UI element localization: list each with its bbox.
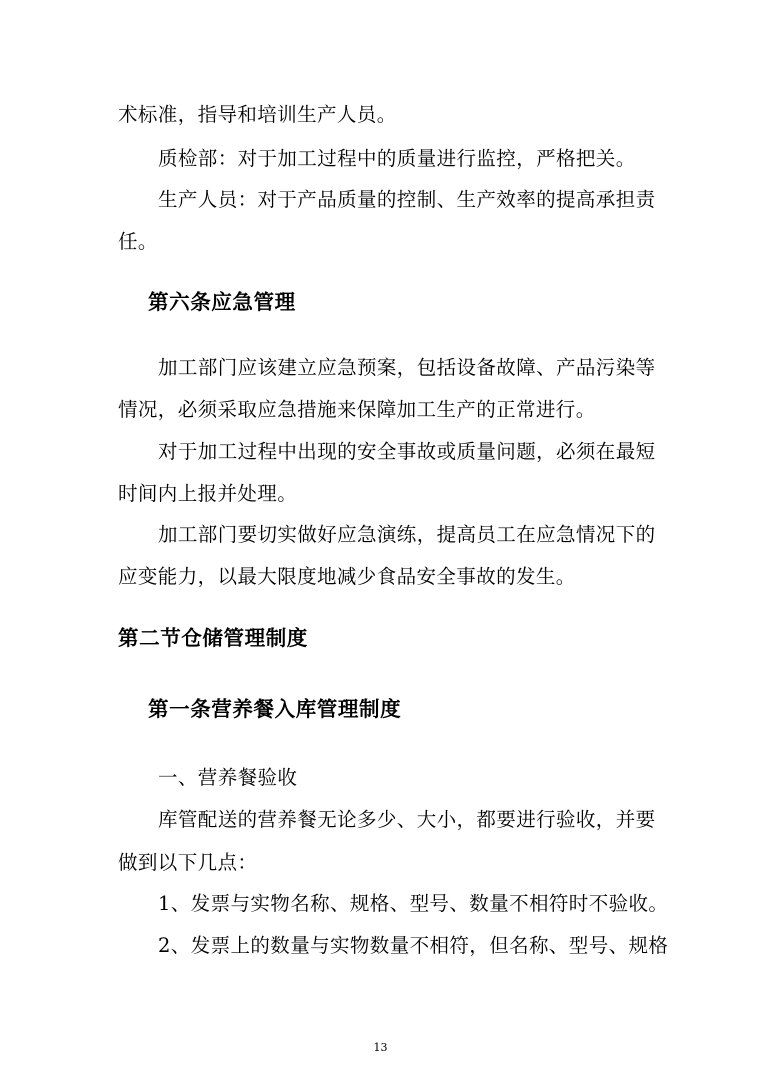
body-line-7: 对于加工过程中出现的安全事故或质量问题，必须在最短 (158, 440, 656, 463)
body-line-14: 1、发票与实物名称、规格、型号、数量不相符时不验收。 (158, 892, 669, 915)
body-line-3: 生产人员：对于产品质量的控制、生产效率的提高承担责 (158, 188, 656, 211)
body-line-15: 2、发票上的数量与实物数量不相符，但名称、型号、规格 (158, 934, 669, 957)
body-line-2: 质检部：对于加工过程中的质量进行监控，严格把关。 (158, 147, 636, 170)
body-line-5: 加工部门应该建立应急预案，包括设备故障、产品污染等 (158, 356, 656, 379)
body-line-9: 加工部门要切实做好应急演练，提高员工在应急情况下的 (158, 523, 656, 546)
section-heading-emergency: 第六条应急管理 (148, 290, 296, 314)
body-line-11: 一、营养餐验收 (158, 766, 298, 789)
body-line-4: 任。 (118, 230, 158, 253)
body-line-1: 术标准，指导和培训生产人员。 (118, 103, 397, 126)
body-line-10: 应变能力，以最大限度地减少食品安全事故的发生。 (118, 565, 576, 588)
body-line-8: 时间内上报并处理。 (118, 482, 298, 505)
body-line-13: 做到以下几点： (118, 851, 258, 874)
body-line-6: 情况，必须采取应急措施来保障加工生产的正常进行。 (118, 398, 596, 421)
section-heading-warehouse: 第二节仓储管理制度 (118, 626, 308, 650)
page-number: 13 (373, 1041, 388, 1054)
section-heading-inbound: 第一条营养餐入库管理制度 (148, 697, 402, 721)
body-line-12: 库管配送的营养餐无论多少、大小，都要进行验收，并要 (158, 808, 656, 831)
